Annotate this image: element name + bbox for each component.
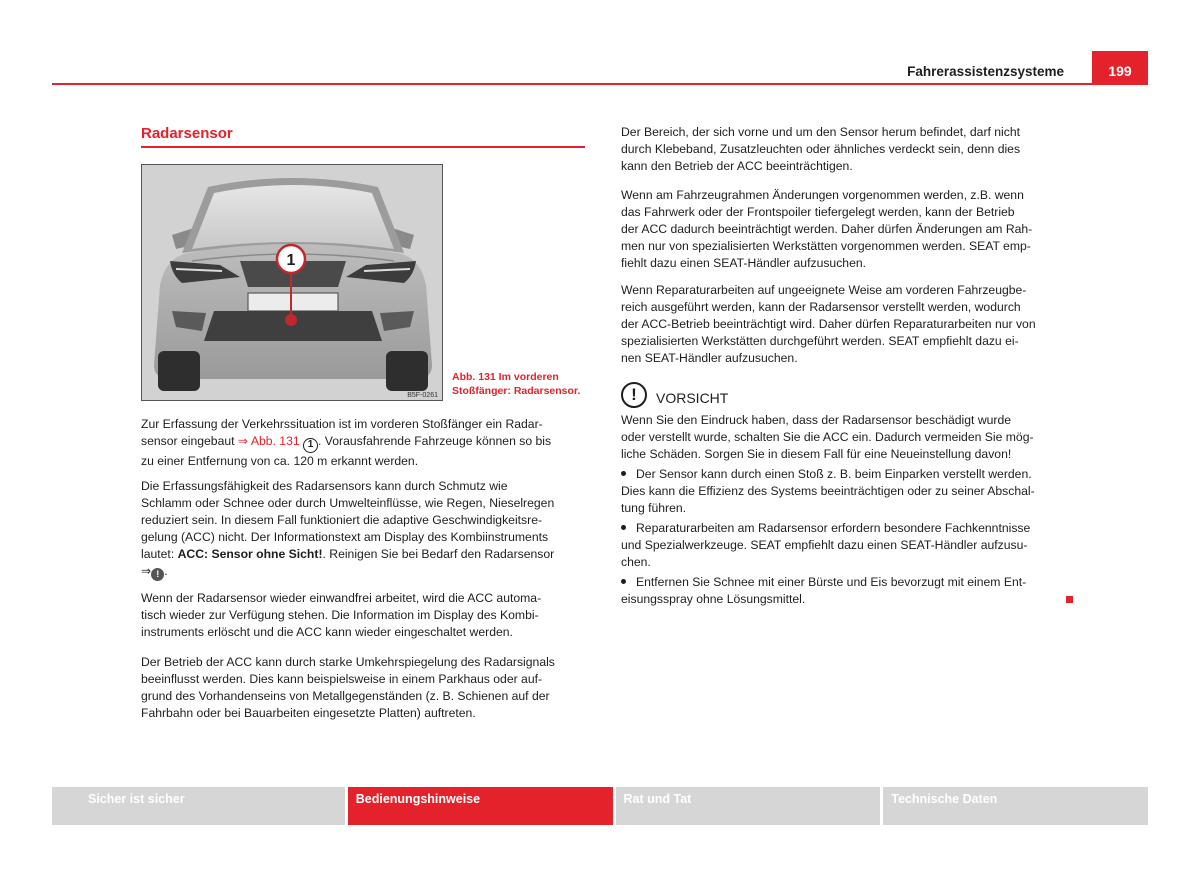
text-line: Wenn Sie den Eindruck haben, dass der Radarsensor beschädigt wurde: [621, 413, 1012, 427]
text-line: fiehlt dazu einen SEAT-Händler aufzusuchen.: [621, 256, 867, 270]
text-line: kann den Betrieb der ACC beeinträchtigen.: [621, 159, 853, 173]
chapter-title: Fahrerassistenzsysteme: [907, 64, 1064, 79]
footer-tab-sicher-ist-sicher[interactable]: [52, 787, 345, 825]
footer-tab-bedienungshinweise[interactable]: [348, 787, 613, 825]
section-rule: [141, 146, 585, 148]
text-line: Der Betrieb der ACC kann durch starke Umkehrspiegelung des Radarsignals: [141, 655, 555, 669]
figure-caption: [452, 370, 592, 398]
footer-tab-technische-daten[interactable]: [883, 787, 1148, 825]
text-line: und Spezialwerkzeuge. SEAT empfiehlt dazu einen SEAT-Händler aufzusu-: [621, 538, 1028, 552]
text-line: Fahrbahn oder bei Bauarbeiten eingesetzte Platten) auftreten.: [141, 706, 476, 720]
caution-exclamation-icon: !: [621, 382, 647, 408]
text-line: . Vorausfahrende Fahrzeuge können so bis: [318, 434, 552, 448]
header-rule: [52, 83, 1148, 85]
text-line: Wenn am Fahrzeugrahmen Änderungen vorgenommen werden, z.B. wenn: [621, 188, 1024, 202]
text-line: tung führen.: [621, 501, 687, 515]
text-line: Entfernen Sie Schnee mit einer Bürste und Eis bevorzugt mit einem Ent-: [636, 575, 1027, 589]
footer-tab-label: Rat und Tat: [623, 792, 692, 806]
callout-number-icon: 1: [303, 438, 318, 453]
text-line: der ACC dadurch beeinträchtigt werden. Daher dürfen Änderungen am Rah-: [621, 222, 1033, 236]
section-end-marker: [1066, 596, 1073, 603]
text-line: spezialisierten Werkstätten durchgeführt werden. SEAT empfiehlt dazu ei-: [621, 334, 1019, 348]
caution-bullet-3: [621, 574, 1026, 608]
footer-tab-label: Bedienungshinweise: [355, 792, 481, 806]
text-line: durch Klebeband, Zusatzleuchten oder ähnliches verdeckt sein, denn dies: [621, 142, 1021, 156]
figure-code: B5F-0261: [407, 392, 438, 399]
text-line: liche Schäden. Sorgen Sie in diesem Fall für eine Neueinstellung davon!: [621, 447, 1012, 461]
paragraph-repairs: [621, 282, 1036, 367]
text-line: men nur von spezialisierten Werkstätten vorgenommen werden. SEAT emp-: [621, 239, 1031, 253]
paragraph-detection: [141, 478, 554, 581]
bullet-icon: [621, 471, 626, 476]
caution-bullet-2: [621, 520, 1030, 571]
figure-car-front: [141, 164, 443, 401]
text-line: das Fahrwerk oder der Frontspoiler tiefergelegt werden, kann der Betrieb: [621, 205, 1015, 219]
text-line: beeinflusst werden. Dies kann beispielsweise in einem Parkhaus oder auf-: [141, 672, 543, 686]
caution-bullet-1: [621, 466, 1035, 517]
text-line: Die Erfassungsfähigkeit des Radarsensors kann durch Schmutz wie: [141, 479, 508, 493]
text-line: Zur Erfassung der Verkehrssituation ist im vorderen Stoßfänger ein Radar-: [141, 417, 543, 431]
text-line: reich ausgeführt werden, kann der Radarsensor verstellt werden, wodurch: [621, 300, 1021, 314]
text-line: instruments erlöscht und die ACC kann wieder eingeschaltet werden.: [141, 625, 513, 639]
paragraph-recovery: [141, 590, 541, 641]
footer-tab-label: Technische Daten: [891, 792, 998, 806]
text-line: Wenn Reparaturarbeiten auf ungeeignete Weise am vorderen Fahrzeugbe-: [621, 283, 1027, 297]
text-line: tisch wieder zur Verfügung stehen. Die Information im Display des Kombi-: [141, 608, 539, 622]
figure-caption-line: Abb. 131 Im vorderen: [452, 371, 559, 383]
section-title: Radarsensor: [141, 125, 233, 142]
text-line: Reparaturarbeiten am Radarsensor erfordern besondere Fachkenntnisse: [636, 521, 1031, 535]
bullet-icon: [621, 579, 626, 584]
text-line: Schlamm oder Schnee oder durch Umwelteinflüsse, wie Regen, Nieselregen: [141, 496, 555, 510]
paragraph-reflection: [141, 654, 555, 722]
text-line: . Reinigen Sie bei Bedarf den Radarsensor: [322, 547, 555, 561]
paragraph-modifications: [621, 187, 1032, 272]
display-message: ACC: Sensor ohne Sicht!: [177, 547, 323, 561]
paragraph-coverage: [621, 124, 1020, 175]
page-number: 199: [1092, 51, 1148, 85]
footer-nav: [52, 787, 1148, 825]
text-line: grund des Vorhandenseins von Metallgegenständen (z. B. Schienen auf der: [141, 689, 550, 703]
footer-tab-rat-und-tat[interactable]: [616, 787, 881, 825]
car-front-illustration: [142, 165, 443, 401]
text-line: reduziert sein. In diesem Fall funktioniert die adaptive Geschwindigkeitsre-: [141, 513, 543, 527]
caution-intro: [621, 412, 1034, 463]
text-line: Der Sensor kann durch einen Stoß z. B. beim Einparken verstellt werden.: [636, 467, 1032, 481]
figure-callout-number: 1: [286, 252, 296, 269]
paragraph-intro: [141, 416, 551, 470]
text-line: Wenn der Radarsensor wieder einwandfrei arbeitet, wird die ACC automa-: [141, 591, 542, 605]
text-line: lautet:: [141, 547, 178, 561]
figure-caption-line: Stoßfänger: Radarsensor.: [452, 385, 581, 397]
text-line: .: [164, 564, 168, 578]
text-line: gelung (ACC) nicht. Der Informationstext am Display des Kombiinstruments: [141, 530, 549, 544]
text-line: Dies kann die Effizienz des Systems beeinträchtigen oder zu seiner Abschal-: [621, 484, 1035, 498]
footer-tab-label: Sicher ist sicher: [88, 792, 185, 806]
figure-reference-link[interactable]: ⇒ Abb. 131: [237, 434, 304, 448]
text-line: Der Bereich, der sich vorne und um den Sensor herum befindet, darf nicht: [621, 125, 1021, 139]
caution-title: VORSICHT: [656, 390, 729, 406]
text-line: der ACC-Betrieb beeinträchtigt wird. Daher dürfen Reparaturarbeiten nur von: [621, 317, 1036, 331]
text-line: sensor eingebaut: [141, 434, 238, 448]
bullet-icon: [621, 525, 626, 530]
caution-icon-inline: !: [151, 568, 164, 581]
text-line: zu einer Entfernung von ca. 120 m erkannt werden.: [141, 454, 419, 468]
text-line: oder verstellt wurde, schalten Sie die ACC ein. Dadurch vermeiden Sie mög-: [621, 430, 1034, 444]
text-line: nen SEAT-Händler aufzusuchen.: [621, 351, 798, 365]
caution-reference-link[interactable]: ⇒: [141, 564, 152, 578]
text-line: eisungsspray ohne Lösungsmittel.: [621, 592, 806, 606]
text-line: chen.: [621, 555, 651, 569]
